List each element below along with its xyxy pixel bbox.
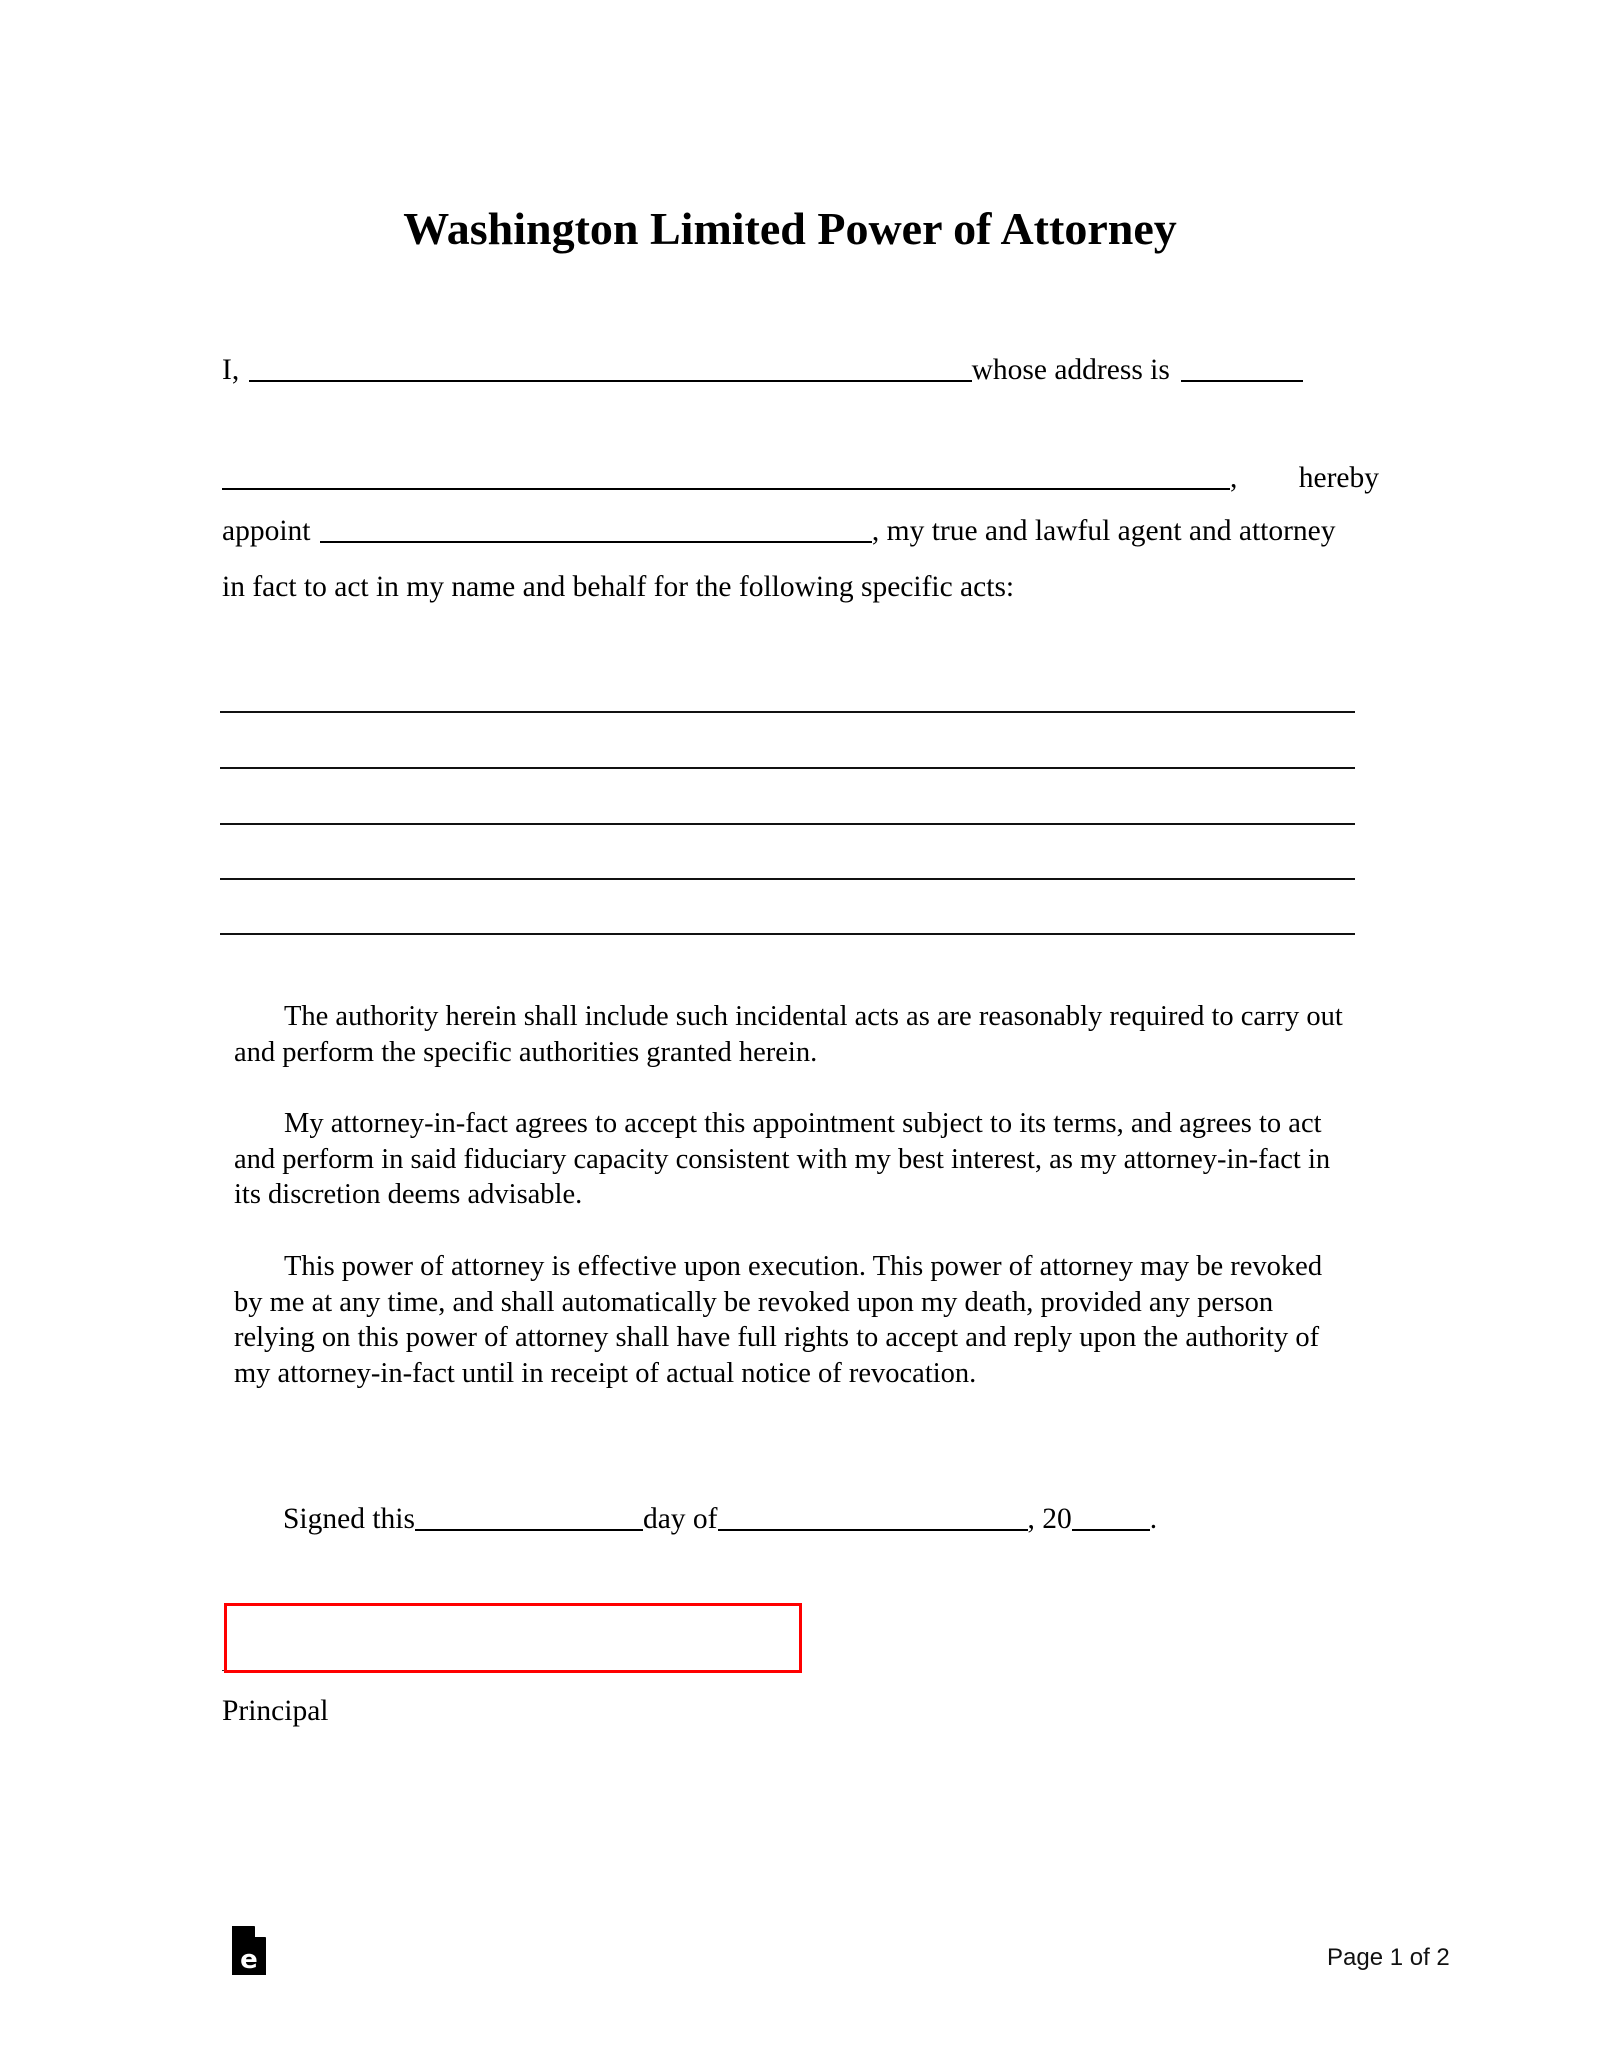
signed-date-line [283, 1501, 1157, 1537]
signed-day-field[interactable] [415, 1505, 643, 1531]
intro-prefix: I, [222, 354, 240, 386]
signed-this-label: Signed this [283, 1503, 415, 1535]
appoint-label: appoint [222, 515, 311, 547]
specific-acts-line-5[interactable] [220, 933, 1355, 935]
intro-address-label: whose address is [971, 354, 1170, 386]
paragraph-fiduciary: My attorney-in-fact agrees to accept this appointment subject to its terms, and agrees to act and perform in said fiduciary capacity consistent with my best interest, as my attorney-in-fact in its discretion deems advisable. [234, 1108, 1331, 1211]
document-title: Washington Limited Power of Attorney [403, 203, 1177, 254]
principal-signature-field[interactable] [224, 1603, 802, 1673]
principal-line [222, 352, 1303, 388]
principal-label: Principal [222, 1695, 329, 1727]
day-of-label: day of [642, 1503, 718, 1535]
agent-description: , my true and lawful agent and attorney [871, 515, 1336, 547]
appoint-line [222, 513, 1379, 549]
signed-end: . [1149, 1503, 1158, 1535]
specific-acts-intro: in fact to act in my name and behalf for the following specific acts: [222, 571, 1015, 603]
paragraph-revocation: This power of attorney is effective upon execution. This power of attorney may be revoked by me at any time, and shall automatically be revoked upon my death, provided any person relying on this power of attorney shall have full rights to accept and reply upon the authority of my attorney-in-fact until in receipt of actual notice of revocation. [234, 1251, 1323, 1389]
eforms-document-icon [232, 1926, 266, 1975]
specific-acts-line-4[interactable] [220, 878, 1355, 880]
specific-acts-line-2[interactable] [220, 767, 1355, 769]
principal-name-field[interactable] [249, 356, 972, 382]
year-prefix: , 20 [1027, 1503, 1072, 1535]
svg-text:e: e [240, 1945, 258, 1975]
paragraph-incidental-acts: The authority herein shall include such incidental acts as are reasonably required to carry out and perform the specific authorities granted herein. [234, 1001, 1343, 1068]
address-line [222, 460, 1379, 496]
signed-year-field[interactable] [1072, 1505, 1150, 1531]
signed-month-field[interactable] [718, 1505, 1028, 1531]
address-comma: , [1230, 462, 1238, 494]
agent-name-field[interactable] [320, 517, 872, 543]
page-number: Page 1 of 2 [1327, 1944, 1450, 1971]
principal-address-continued-field[interactable] [222, 464, 1230, 490]
specific-acts-line-3[interactable] [220, 823, 1355, 825]
principal-address-field[interactable] [1181, 356, 1303, 382]
hereby-text: hereby [1298, 462, 1379, 494]
specific-acts-line-1[interactable] [220, 711, 1355, 713]
